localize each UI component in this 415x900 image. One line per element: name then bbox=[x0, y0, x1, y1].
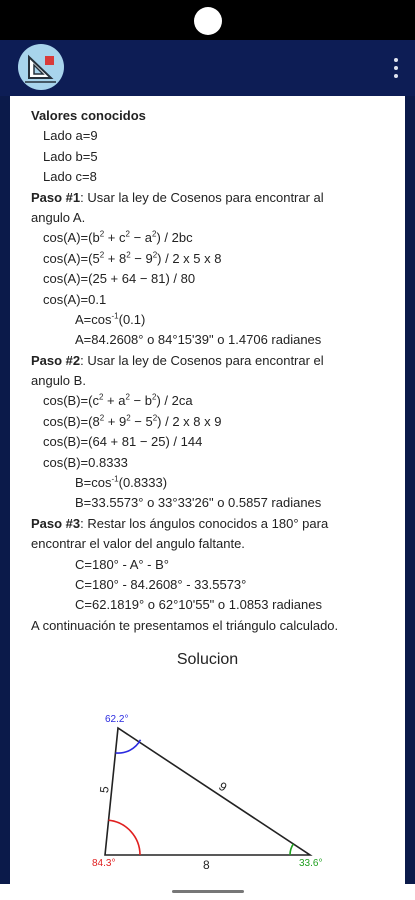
status-bar bbox=[0, 0, 415, 40]
step1-formula-3: cos(A)=(25 + 64 − 81) / 80 bbox=[43, 271, 196, 287]
solution-title: Solucion bbox=[176, 651, 239, 668]
angle-arc-top bbox=[116, 740, 141, 753]
known-side-b: Lado b=5 bbox=[43, 148, 98, 164]
step2-formula-1: $\cos(B)=(c^2 + a^2 - b^2) / 2ca$ bbox=[43, 393, 193, 409]
step2-result: B=33.5573° o 33°33'26" o 0.5857 radianes bbox=[75, 495, 322, 511]
angle-arc-right bbox=[290, 844, 293, 855]
camera-cutout bbox=[194, 7, 222, 35]
known-side-c: Lado c=8 bbox=[43, 169, 97, 185]
side-label-left: 5 bbox=[97, 785, 112, 794]
triangle-calculator-icon[interactable] bbox=[18, 44, 64, 90]
step3-description-cont: encontrar el valor del angulo faltante. bbox=[31, 536, 245, 552]
step1-description-cont: angulo A. bbox=[31, 209, 86, 225]
solution-triangle bbox=[10, 96, 405, 884]
side-label-bottom: 8 bbox=[203, 858, 210, 872]
angle-arc-left bbox=[109, 820, 141, 855]
angle-label-top: 62.2° bbox=[105, 714, 129, 725]
step1-formula-5: $A=\cos^{-1}(0.1)$ bbox=[75, 311, 146, 327]
step3-result: C=62.1819° o 62°10'55" o 1.0853 radianes bbox=[75, 597, 322, 613]
step1-description: Paso #1: Usar la ley de Cosenos para encontrar al bbox=[31, 189, 324, 205]
step2-description-cont: angulo B. bbox=[31, 373, 86, 389]
step2-formula-2: $\cos(B)=(8^2 + 9^2 - 5^2) / 2$ x 8 x 9 bbox=[43, 413, 222, 429]
step1-formula-1: $\cos(A)=(b^2 + c^2 - a^2) / 2bc$ bbox=[43, 230, 193, 246]
side-label-hyp: 9 bbox=[216, 779, 230, 795]
step3-formula-1: C=180° - A° - B° bbox=[75, 556, 169, 572]
angle-label-right: 33.6° bbox=[299, 858, 323, 869]
conclusion-text: A continuación te presentamos el triángulo calculado. bbox=[31, 617, 339, 633]
step1-formula-4: cos(A)=0.1 bbox=[43, 291, 107, 307]
step3-formula-2: C=180° - 84.2608° - 33.5573° bbox=[75, 576, 247, 592]
home-indicator[interactable] bbox=[172, 890, 244, 893]
step2-formula-3: cos(B)=(64 + 81 − 25) / 144 bbox=[43, 434, 203, 450]
step3-description: Paso #3: Restar los ángulos conocidos a 180° para bbox=[31, 515, 329, 531]
step2-formula-5: $B=\cos^{-1}(0.8333)$ bbox=[75, 474, 168, 491]
known-side-a: Lado a=9 bbox=[43, 128, 98, 144]
step2-description: Paso #2: Usar la ley de Cosenos para encontrar el bbox=[31, 352, 324, 368]
solution-panel bbox=[10, 96, 405, 884]
step2-formula-4: cos(B)=0.8333 bbox=[43, 454, 128, 470]
app-bar bbox=[0, 40, 415, 96]
step1-result: A=84.2608° o 84°15'39" o 1.4706 radianes bbox=[75, 332, 322, 348]
step1-formula-2: $\cos(A)=(5^2 + 8^2 - 9^2) / 2$ x 5 x 8 bbox=[43, 250, 222, 266]
known-values-heading: Valores conocidos bbox=[31, 108, 146, 123]
more-vert-icon[interactable] bbox=[393, 58, 399, 78]
angle-label-left: 84.3° bbox=[92, 858, 116, 869]
